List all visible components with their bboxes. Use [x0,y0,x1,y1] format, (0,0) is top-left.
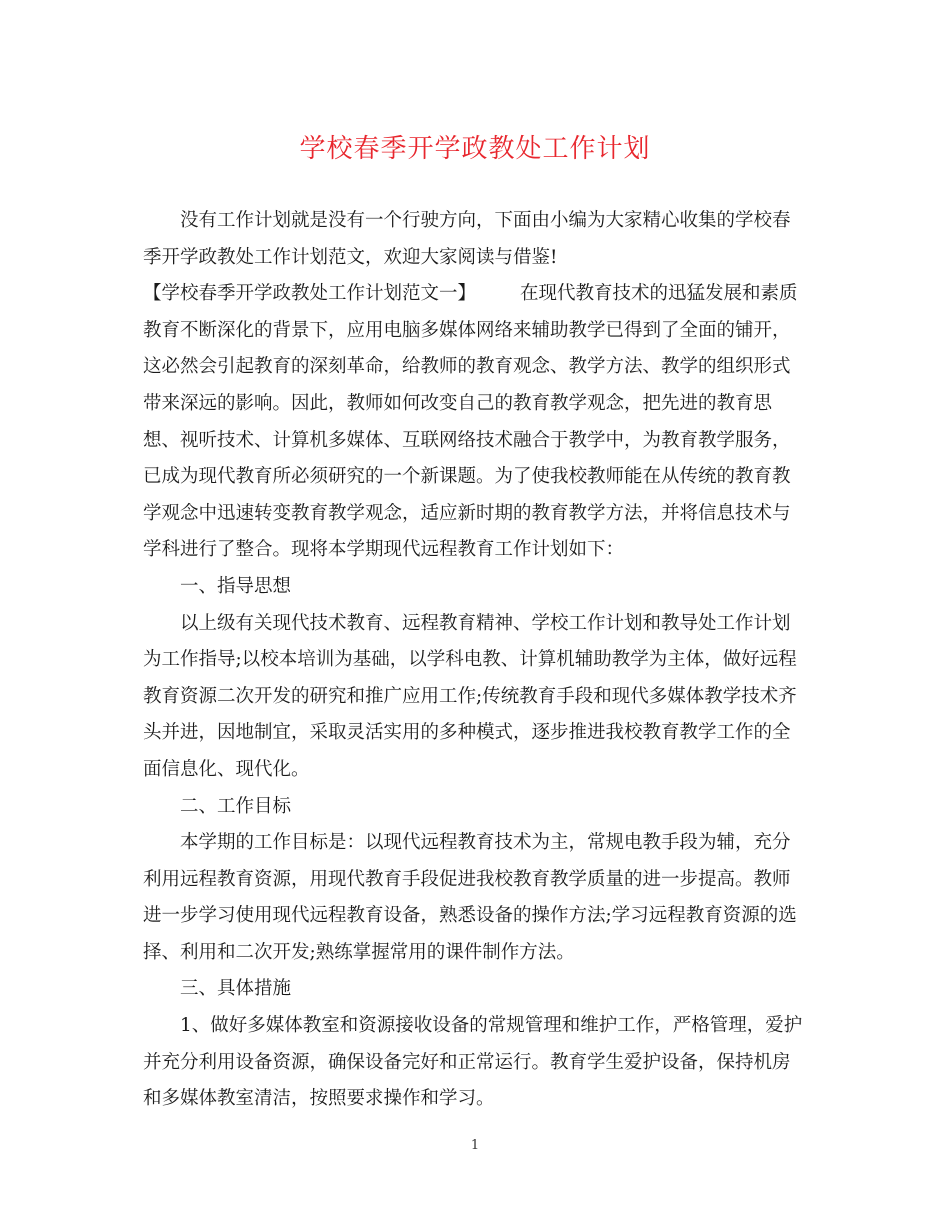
document-title: 学校春季开学政教处工作计划 [299,134,651,164]
paragraph-line: 没有工作计划就是没有一个行驶方向，下面由小编为大家精心收集的学校春 [180,210,791,231]
paragraph-line: 进一步学习使用现代远程教育设备，熟悉设备的操作方法;学习远程教育资源的选 [143,905,797,927]
paragraph-line: 以上级有关现代技术教育、远程教育精神、学校工作计划和教导处工作计划 [180,612,791,634]
subheading: 三、具体措施 [180,978,292,1000]
paragraph-line: 为工作指导;以校本培训为基础，以学科电教、计算机辅助教学为主体，做好远程 [143,649,797,671]
paragraph-line: 带来深远的影响。因此，教师如何改变自己的教育教学观念，把先进的教育思 [143,392,773,414]
paragraph-line: 学科进行了整合。现将本学期现代远程教育工作计划如下： [143,539,625,561]
document-body [143,203,808,1118]
page-number: 1 [470,1138,480,1153]
section-heading: 【学校春季开学政教处工作计划范文一】 [143,283,477,305]
paragraph-line: 在现代教育技术的迅猛发展和素质 [520,283,798,305]
paragraph-line: 和多媒体教室清洁，按照要求操作和学习。 [143,1088,495,1110]
paragraph-line: 学观念中迅速转变教育教学观念，适应新时期的教育教学方法，并将信息技术与 [143,502,791,524]
paragraph-line: 季开学政教处工作计划范文，欢迎大家阅读与借鉴! [143,246,558,268]
paragraph-line: 面信息化、现代化。 [143,758,310,780]
section-heading-line [143,276,808,313]
paragraph-line: 教育不断深化的背景下，应用电脑多媒体网络来辅助教学已得到了全面的铺开， [143,319,791,341]
paragraph-line: 择、利用和二次开发;熟练掌握常用的课件制作方法。 [143,941,575,963]
paragraph-line: 已成为现代教育所必须研究的一个新课题。为了使我校教师能在从传统的教育教 [143,466,791,488]
subheading: 一、指导思想 [180,575,292,597]
paragraph-line: 想、视听技术、计算机多媒体、互联网络技术融合于教学中，为教育教学服务， [143,429,791,451]
subheading: 二、工作目标 [180,795,292,817]
paragraph-line: 本学期的工作目标是：以现代远程教育技术为主，常规电教手段为辅，充分 [180,832,791,854]
paragraph-line: 并充分利用设备资源，确保设备完好和正常运行。教育学生爱护设备，保持机房 [143,1051,791,1073]
paragraph-line: 1、做好多媒体教室和资源接收设备的常规管理和维护工作，严格管理，爱护 [180,1015,803,1037]
paragraph-line: 这必然会引起教育的深刻革命，给教师的教育观念、教学方法、教学的组织形式 [143,356,791,378]
paragraph-line: 头并进，因地制宜，采取灵活实用的多种模式，逐步推进我校教育教学工作的全 [143,722,791,744]
paragraph-line: 利用远程教育资源，用现代教育手段促进我校教育教学质量的进一步提高。教师 [143,868,791,890]
paragraph-line: 教育资源二次开发的研究和推广应用工作;传统教育手段和现代多媒体教学技术齐 [143,685,797,707]
